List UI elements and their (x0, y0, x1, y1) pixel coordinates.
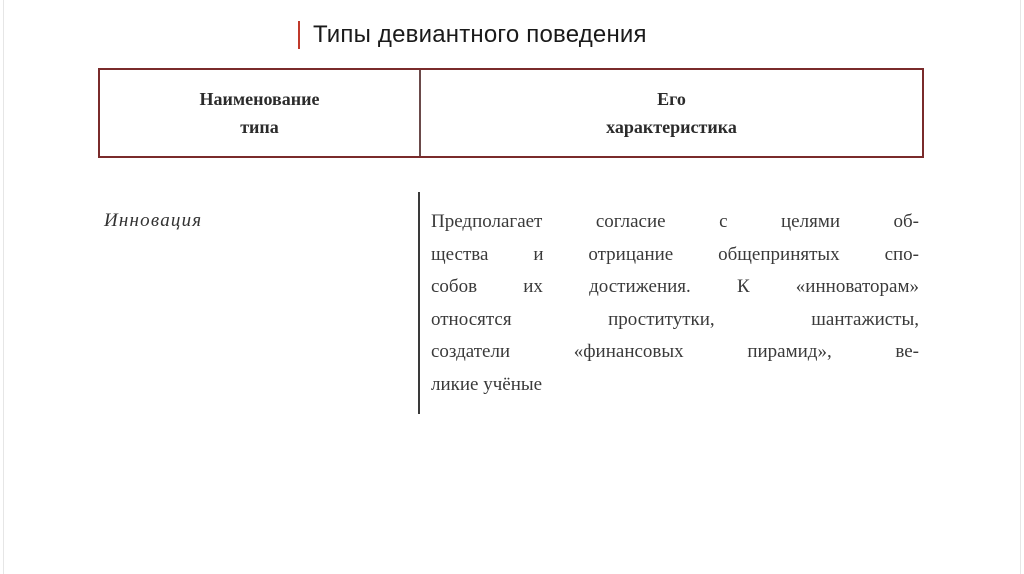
description-line: щества и отрицание общепринятых спо- (431, 243, 919, 265)
slide-title: Типы девиантного поведения (313, 21, 647, 48)
row-divider (418, 192, 420, 414)
title-accent-bar (298, 21, 300, 49)
slide-frame-right (1020, 0, 1021, 574)
description-line: относятся проститутки, шантажисты, (431, 308, 919, 330)
slide-title-row (298, 18, 647, 52)
table-header (98, 68, 924, 158)
slide-frame-left (3, 0, 4, 574)
description-line: Предполагает согласие с целями об- (431, 211, 919, 232)
description-line: ликие учёные (431, 373, 543, 395)
description-line: создатели «финансовых пирамид», ве- (431, 341, 919, 362)
row-term-innovation: Инновация (104, 210, 203, 231)
header-characteristic: Его характеристика (606, 89, 737, 137)
header-type-name: Наименование типа (100, 70, 421, 156)
description-line: собов их достижения. К «инноваторам» (431, 276, 919, 297)
row-description (431, 206, 919, 401)
